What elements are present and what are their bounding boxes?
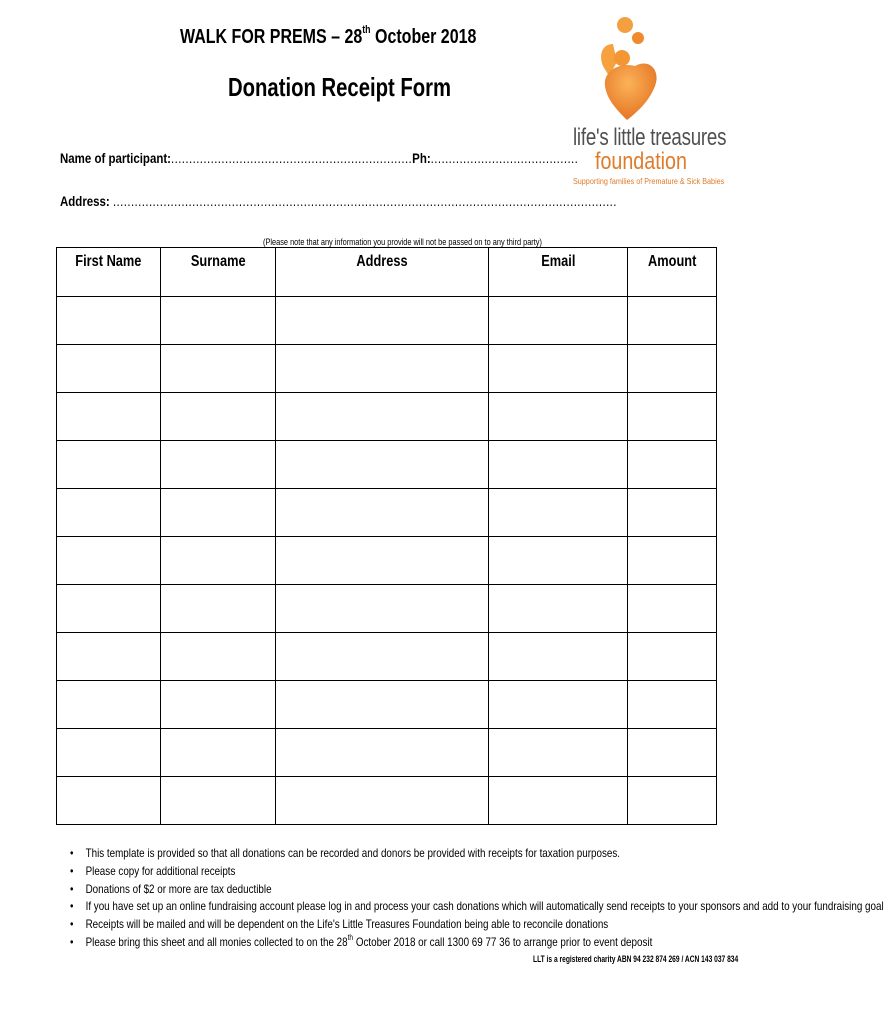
table-row xyxy=(57,441,717,489)
participant-field[interactable] xyxy=(60,150,578,166)
cell-amount[interactable] xyxy=(628,489,717,537)
form-title: Donation Receipt Form xyxy=(228,72,452,102)
cell-amount[interactable] xyxy=(628,441,717,489)
note-item-deposit: • Please bring this sheet and all monies collected to on the 28th October 2018 or call 1300 69 77 36 to arrange prior to event deposit xyxy=(70,934,884,952)
cell-first-name[interactable] xyxy=(57,345,161,393)
table-row xyxy=(57,489,717,537)
cell-amount[interactable] xyxy=(628,681,717,729)
cell-address[interactable] xyxy=(275,681,489,729)
cell-first-name[interactable] xyxy=(57,729,161,777)
participant-dots: ................................................................... xyxy=(170,150,413,166)
address-field[interactable] xyxy=(60,193,617,209)
table-row xyxy=(57,393,717,441)
cell-address[interactable] xyxy=(275,537,489,585)
cell-email[interactable] xyxy=(489,633,628,681)
event-title: WALK FOR PREMS – 28th October 2018 xyxy=(180,24,477,48)
cell-first-name[interactable] xyxy=(57,633,161,681)
cell-first-name[interactable] xyxy=(57,777,161,825)
cell-surname[interactable] xyxy=(160,729,275,777)
charity-note: LLT is a registered charity ABN 94 232 874 269 / ACN 143 037 834 xyxy=(533,954,739,964)
col-first-name: First Name xyxy=(57,248,161,297)
notes-list xyxy=(70,845,884,952)
logo-name: life's little treasures xyxy=(573,124,727,151)
cell-address[interactable] xyxy=(275,297,489,345)
logo-tagline: Supporting families of Premature & Sick Babies xyxy=(573,177,725,186)
cell-amount[interactable] xyxy=(628,345,717,393)
cell-email[interactable] xyxy=(489,537,628,585)
cell-surname[interactable] xyxy=(160,393,275,441)
cell-address[interactable] xyxy=(275,633,489,681)
col-amount: Amount xyxy=(628,248,717,297)
cell-first-name[interactable] xyxy=(57,585,161,633)
cell-amount[interactable] xyxy=(628,585,717,633)
cell-amount[interactable] xyxy=(628,633,717,681)
cell-email[interactable] xyxy=(489,345,628,393)
cell-surname[interactable] xyxy=(160,489,275,537)
cell-address[interactable] xyxy=(275,489,489,537)
cell-first-name[interactable] xyxy=(57,441,161,489)
donations-table xyxy=(56,247,717,825)
table-row xyxy=(57,633,717,681)
cell-address[interactable] xyxy=(275,393,489,441)
cell-amount[interactable] xyxy=(628,537,717,585)
note-item: • If you have set up an online fundraising account please log in and process your cash donations which will automatically send receipts to your sponsors and add to your fundraising goal xyxy=(70,898,884,916)
cell-address[interactable] xyxy=(275,777,489,825)
phone-dots: ......................................... xyxy=(430,150,579,166)
note-item: • This template is provided so that all donations can be recorded and donors be provided with receipts for taxation purposes. xyxy=(70,845,884,863)
cell-surname[interactable] xyxy=(160,537,275,585)
cell-email[interactable] xyxy=(489,441,628,489)
col-email: Email xyxy=(489,248,628,297)
cell-amount[interactable] xyxy=(628,297,717,345)
table-row xyxy=(57,777,717,825)
table-row xyxy=(57,345,717,393)
donation-rows xyxy=(57,297,717,825)
table-row xyxy=(57,729,717,777)
cell-amount[interactable] xyxy=(628,393,717,441)
cell-address[interactable] xyxy=(275,585,489,633)
cell-email[interactable] xyxy=(489,393,628,441)
note-item: • Please copy for additional receipts xyxy=(70,863,884,881)
privacy-note: (Please note that any information you provide will not be passed on to any third party) xyxy=(263,237,542,247)
col-surname: Surname xyxy=(160,248,275,297)
table-header-row xyxy=(57,248,717,297)
cell-email[interactable] xyxy=(489,681,628,729)
cell-address[interactable] xyxy=(275,345,489,393)
cell-first-name[interactable] xyxy=(57,297,161,345)
cell-email[interactable] xyxy=(489,297,628,345)
note-item: • Receipts will be mailed and will be dependent on the Life's Little Treasures Foundation being able to reconcile donations xyxy=(70,916,884,934)
cell-address[interactable] xyxy=(275,729,489,777)
note-item: • Donations of $2 or more are tax deductible xyxy=(70,881,884,899)
cell-address[interactable] xyxy=(275,441,489,489)
cell-first-name[interactable] xyxy=(57,393,161,441)
phone-label: Ph: xyxy=(412,150,431,166)
cell-surname[interactable] xyxy=(160,585,275,633)
cell-email[interactable] xyxy=(489,585,628,633)
cell-email[interactable] xyxy=(489,777,628,825)
cell-surname[interactable] xyxy=(160,441,275,489)
logo-foundation: foundation xyxy=(595,148,687,175)
table-row xyxy=(57,537,717,585)
col-address: Address xyxy=(275,248,489,297)
table-row xyxy=(57,297,717,345)
cell-amount[interactable] xyxy=(628,777,717,825)
cell-email[interactable] xyxy=(489,729,628,777)
cell-surname[interactable] xyxy=(160,633,275,681)
cell-surname[interactable] xyxy=(160,681,275,729)
address-label: Address: xyxy=(60,193,110,209)
participant-label: Name of participant: xyxy=(60,150,171,166)
cell-first-name[interactable] xyxy=(57,489,161,537)
cell-surname[interactable] xyxy=(160,297,275,345)
cell-email[interactable] xyxy=(489,489,628,537)
cell-amount[interactable] xyxy=(628,729,717,777)
cell-first-name[interactable] xyxy=(57,537,161,585)
table-row xyxy=(57,681,717,729)
table-row xyxy=(57,585,717,633)
cell-surname[interactable] xyxy=(160,777,275,825)
cell-first-name[interactable] xyxy=(57,681,161,729)
address-dots: ............................................................................................................................................ xyxy=(112,193,617,209)
cell-surname[interactable] xyxy=(160,345,275,393)
